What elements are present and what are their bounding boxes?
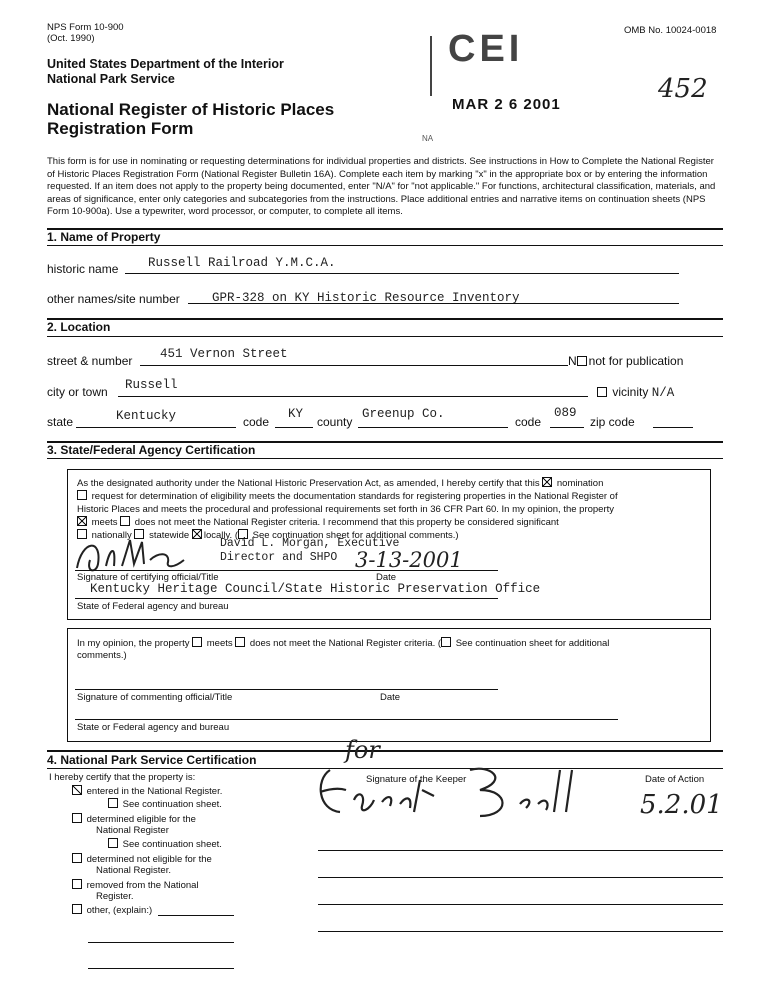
opt-eligible2: National Register <box>96 825 169 836</box>
field-line <box>76 427 236 428</box>
signer-name: David L. Morgan, Executive <box>220 537 400 550</box>
see2-checkbox[interactable] <box>108 838 118 848</box>
section-rule <box>47 318 723 320</box>
city-label: city or town <box>47 385 108 399</box>
opt-entered: entered in the National Register. <box>72 785 222 797</box>
stamp-date: MAR 2 6 2001 <box>452 96 561 113</box>
not-eligible-checkbox[interactable] <box>72 853 82 863</box>
meets-checkbox[interactable] <box>77 516 87 526</box>
field-line <box>75 598 498 599</box>
opt-see2: See continuation sheet. <box>108 838 222 850</box>
historic-name-value: Russell Railroad Y.M.C.A. <box>148 256 336 270</box>
service: National Park Service <box>47 72 175 86</box>
field-line <box>318 850 723 851</box>
field-line <box>275 427 313 428</box>
section3-heading: 3. State/Federal Agency Certification <box>47 443 256 457</box>
vicinity-checkbox[interactable] <box>597 387 607 397</box>
state-value: Kentucky <box>116 409 177 423</box>
eligible-checkbox[interactable] <box>72 813 82 823</box>
opinion-not-meet-checkbox[interactable] <box>235 637 245 647</box>
removed-checkbox[interactable] <box>72 879 82 889</box>
comment-date-label: Date <box>380 692 401 703</box>
opt-eligible: determined eligible for the <box>72 813 196 825</box>
county-code-label: code <box>515 415 542 429</box>
street-value: 451 Vernon Street <box>160 347 288 361</box>
keeper-prefix: for <box>345 736 380 764</box>
stamp-small: NA <box>422 134 434 143</box>
field-line <box>88 942 234 943</box>
state-code-label: code <box>243 415 270 429</box>
section-rule <box>47 336 723 337</box>
comment-sig-label: Signature of commenting official/Title <box>77 692 233 703</box>
keeper-signature-text: Edson H. Beall <box>310 760 317 761</box>
street-label: street & number <box>47 354 133 368</box>
sig-label: Signature of certifying official/Title <box>77 572 219 583</box>
field-line <box>318 931 723 932</box>
opt-removed: removed from the National <box>72 879 199 891</box>
opinion-continuation-checkbox[interactable] <box>441 637 451 647</box>
vicinity <box>597 385 674 400</box>
form-date: (Oct. 1990) <box>47 33 95 44</box>
sign-date: 3-13-2001 <box>355 548 463 572</box>
field-line <box>188 303 679 304</box>
received-stamp: CEI <box>448 28 524 70</box>
vicinity-value: N/A <box>651 386 675 400</box>
entered-checkbox[interactable] <box>72 785 82 795</box>
nfp-box <box>568 354 683 368</box>
section1-heading: 1. Name of Property <box>47 230 161 244</box>
historic-name-label: historic name <box>47 262 119 276</box>
field-line <box>75 570 498 571</box>
see1-checkbox[interactable] <box>108 798 118 808</box>
opt-see1: See continuation sheet. <box>108 798 222 810</box>
state-code-value: KY <box>288 407 304 421</box>
nfp-mark: N <box>568 354 577 368</box>
other-names-label: other names/site number <box>47 292 180 306</box>
action-date: 5.2.01 <box>640 790 723 820</box>
field-line <box>75 719 618 720</box>
nomination-checkbox[interactable] <box>542 477 552 487</box>
stamp-bracket <box>430 36 440 96</box>
opinion-text: In my opinion, the property meets does not meet the National Register criteria. ( See continuation sheet for additional comments.) <box>77 638 610 661</box>
county-value: Greenup Co. <box>362 407 445 421</box>
field-line <box>88 968 234 969</box>
field-line <box>318 904 723 905</box>
opt-removed2: Register. <box>96 891 134 902</box>
keeper-label: Signature of the Keeper <box>366 774 467 785</box>
agency-value: Kentucky Heritage Council/State Historic Preservation Office <box>90 582 541 596</box>
certify-label: I hereby certify that the property is: <box>49 772 196 783</box>
omb-number: OMB No. 10024-0018 <box>624 25 717 36</box>
form-subtitle: Registration Form <box>47 119 194 138</box>
keeper-signature <box>310 760 600 830</box>
section4-heading: 4. National Park Service Certification <box>47 753 257 767</box>
field-line <box>140 365 568 366</box>
opinion-meets-checkbox[interactable] <box>192 637 202 647</box>
signer-title: Director and SHPO <box>220 551 338 564</box>
field-line <box>318 877 723 878</box>
determination-checkbox[interactable] <box>77 490 87 500</box>
department: United States Department of the Interior <box>47 57 284 71</box>
zip-label: zip code <box>590 415 635 429</box>
date-label: Date <box>376 572 397 583</box>
state-label: state <box>47 415 74 429</box>
section-rule <box>47 458 723 459</box>
opt-not-eligible: determined not eligible for the <box>72 853 212 865</box>
county-code-value: 089 <box>554 406 577 420</box>
field-line <box>118 396 588 397</box>
cert-text: As the designated authority under the National Historic Preservation Act, as amended, I hereby certify that this nomination request for determination of eligibility meets the documentation standards for registering properties in the National Register of Historic Places and meets the procedural and professional requirements set forth in 36 CFR Part 60. In my opinion, the property meets does not meet the National Register criteria. I recommend that this property be considered significant nationally statewide locally. ( See continuation sheet for additional comments.) <box>77 478 618 541</box>
section-rule <box>47 750 723 752</box>
nfp-label: not for publication <box>588 354 684 368</box>
vicinity-label: vicinity <box>612 385 649 399</box>
other-names-value: GPR-328 on KY Historic Resource Inventory <box>212 291 520 305</box>
handwritten-number: 452 <box>658 74 708 104</box>
section2-heading: 2. Location <box>47 320 111 334</box>
not-meet-checkbox[interactable] <box>120 516 130 526</box>
locally-checkbox[interactable] <box>192 529 202 539</box>
opt-other: other, (explain:) <box>72 904 152 916</box>
field-line <box>653 427 693 428</box>
field-line <box>158 915 234 916</box>
field-line <box>125 273 679 274</box>
city-value: Russell <box>125 378 178 392</box>
form-number: NPS Form 10-900 <box>47 22 124 33</box>
agency-label: State of Federal agency and bureau <box>77 601 229 612</box>
other-checkbox[interactable] <box>72 904 82 914</box>
instructions: This form is for use in nominating or requesting determinations for individual properties and districts. See instructions in How to Complete the National Register of Historic Places Registration Form (National Register Bulletin 16A). Complete each item by marking "x" in the appropriate box or by entering the information requested. If an item does not apply to the property being documented, enter "N/A" for "not applicable." For functions, architectural classification, materials, and areas of significance, enter only categories and subcategories from the instructions. Place additional entries and narrative items on continuation sheets (NPS Form 10-900a). Use a typewriter, word processor, or computer, to complete all items. <box>47 156 716 217</box>
field-line <box>75 689 498 690</box>
county-label: county <box>317 415 353 429</box>
field-line <box>358 427 508 428</box>
field-line <box>550 427 584 428</box>
comment-agency-label: State or Federal agency and bureau <box>77 722 230 733</box>
section-rule <box>47 245 723 246</box>
opt-not-eligible2: National Register. <box>96 865 171 876</box>
form-title: National Register of Historic Places <box>47 100 335 119</box>
action-date-label: Date of Action <box>645 774 705 785</box>
nfp-checkbox[interactable] <box>577 356 587 366</box>
